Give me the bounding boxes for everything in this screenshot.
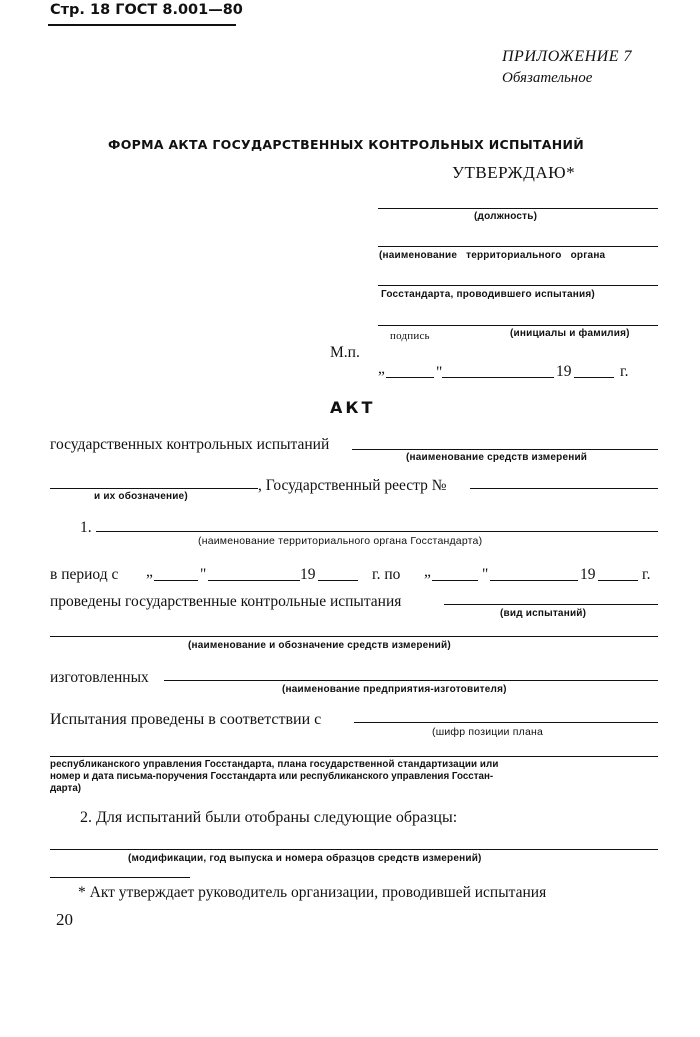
appendix-subtitle: Обязательное [502, 70, 593, 86]
item1-number: 1. [80, 519, 92, 536]
accordance-caption: (шифр позиции плана [432, 726, 544, 738]
period-g-po: г. по [372, 566, 401, 583]
approval-date-year-line [574, 377, 614, 378]
signature-line [378, 325, 658, 326]
made-caption: (наименование предприятия-изготовителя) [282, 684, 507, 695]
period-month2-line [490, 580, 578, 581]
approval-date-quote-open: „ [378, 360, 385, 377]
act-line1-caption-a: (наименование средств измерений [406, 452, 588, 463]
item2-caption: (модификации, год выпуска и номера образцов средств измерений) [128, 853, 482, 864]
period-quote-open-2: „ [424, 563, 431, 580]
caption-organ-1: (наименование территориального органа [379, 250, 606, 261]
appendix-title: ПРИЛОЖЕНИЕ 7 [502, 48, 632, 65]
accordance-text: Испытания проведены в соответствии с [50, 711, 322, 728]
period-year2: 19 [580, 566, 596, 583]
period-year1-line [318, 580, 358, 581]
means-caption: (наименование и обозначение средств измерений) [188, 640, 451, 651]
approval-date-g: г. [620, 363, 629, 380]
conducted-caption: (вид испытаний) [500, 608, 587, 619]
position-line [378, 208, 658, 209]
act-line1-caption-b: и их обозначение) [94, 491, 188, 502]
designation-line [50, 488, 258, 489]
accordance-line [354, 722, 658, 723]
period-day1-line [154, 580, 198, 581]
act-title: АКТ [330, 398, 376, 417]
caption-name: (инициалы и фамилия) [510, 328, 630, 339]
period-day2-line [432, 580, 478, 581]
period-month1-line [208, 580, 300, 581]
period-quote-close-2: " [482, 566, 489, 583]
item2-line [50, 849, 658, 850]
conducted-text: проведены государственные контрольные испытания [50, 593, 402, 610]
caption-organ-2: Госстандарта, проводившего испытания) [381, 289, 595, 300]
footnote-rule [50, 877, 190, 878]
period-quote-open: „ [146, 563, 153, 580]
approval-heading: УТВЕРЖДАЮ* [452, 163, 576, 182]
act-line1-text: государственных контрольных испытаний [50, 436, 330, 453]
footnote-text: * Акт утверждает руководитель организации, проводившей испытания [78, 884, 547, 901]
item2-text: 2. Для испытаний были отобраны следующие образцы: [80, 809, 458, 826]
approval-date-day-line [386, 377, 434, 378]
approval-date-year: 19 [556, 363, 572, 380]
form-title: ФОРМА АКТА ГОСУДАРСТВЕННЫХ КОНТРОЛЬНЫХ ИСПЫТАНИЙ [108, 137, 585, 152]
item1-caption: (наименование территориального органа Госстандарта) [198, 535, 483, 547]
registry-text: , Государственный реестр № [258, 477, 447, 494]
period-prefix: в период с [50, 566, 119, 583]
caption-signature: подпись [390, 330, 430, 342]
organ-line-2 [378, 285, 658, 286]
made-text: изготовленных [50, 669, 149, 686]
header-rule [48, 24, 236, 26]
period-year1: 19 [300, 566, 316, 583]
page-number: 20 [56, 910, 73, 929]
plan-caption-1: республиканского управления Госстандарта, плана государственной стандартизации или [50, 759, 499, 770]
made-line [164, 680, 658, 681]
act-line1-fill [352, 449, 658, 450]
approval-date-quote-close: " [436, 364, 443, 381]
caption-position: (должность) [474, 211, 538, 222]
plan-line [50, 756, 658, 757]
page-header-label: Стр. 18 ГОСТ 8.001—80 [50, 2, 243, 18]
period-year2-line [598, 580, 638, 581]
plan-caption-3: дарта) [50, 783, 82, 794]
registry-number-line [470, 488, 658, 489]
period-g: г. [642, 566, 651, 583]
means-line [50, 636, 658, 637]
stamp-label: М.п. [330, 344, 360, 361]
period-quote-close: " [200, 566, 207, 583]
item1-line [96, 531, 658, 532]
organ-line-1 [378, 246, 658, 247]
approval-date-month-line [442, 377, 554, 378]
plan-caption-2: номер и дата письма-поручения Госстандарта или республиканского управления Госстан- [50, 771, 494, 782]
conducted-line [444, 604, 658, 605]
